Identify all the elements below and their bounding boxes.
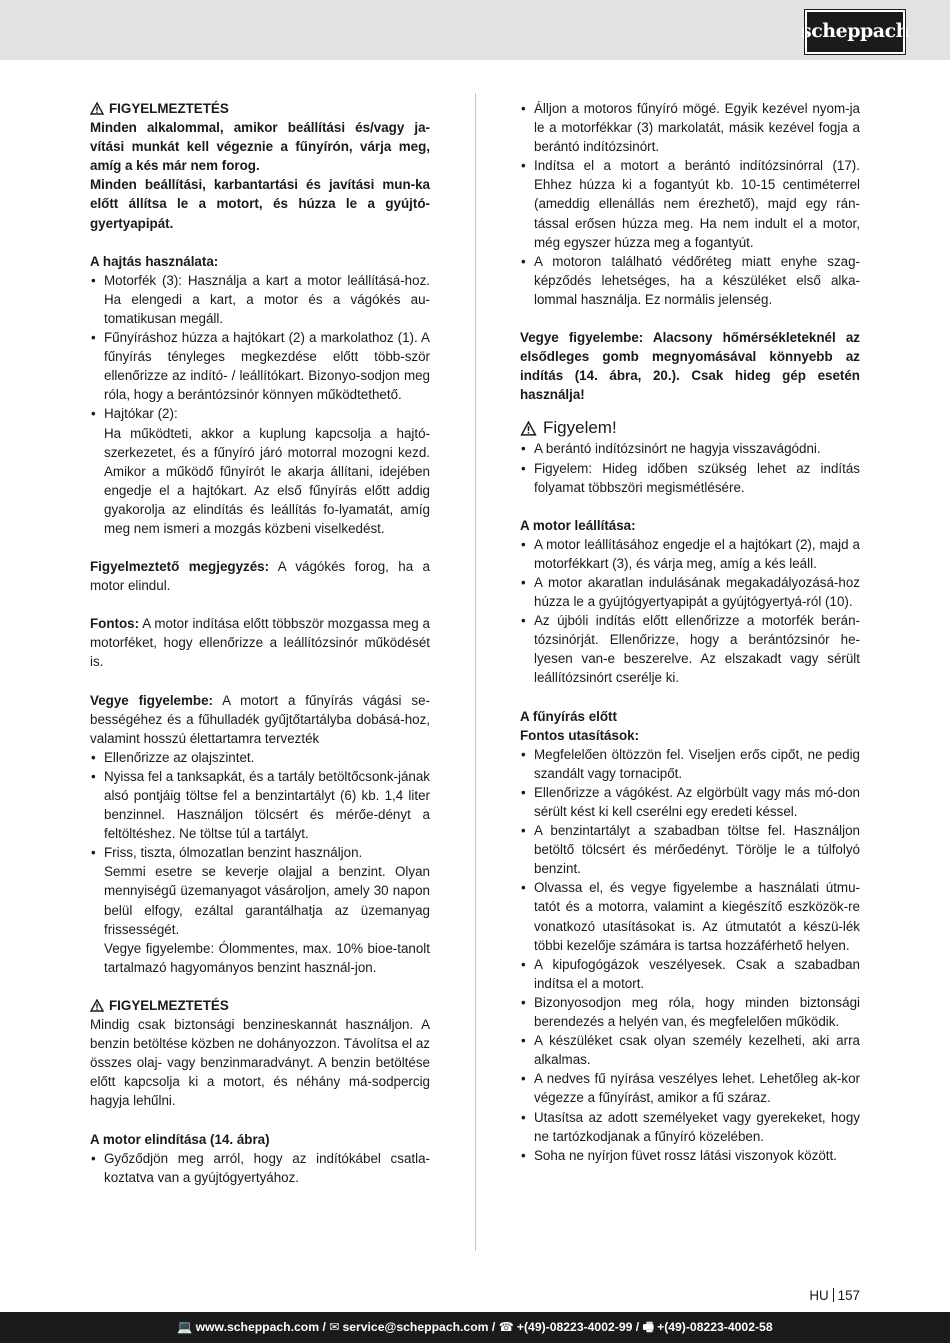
footer-web[interactable]: www.scheppach.com [195,1320,320,1334]
page-number-value: 157 [837,1288,860,1303]
list-item [90,843,430,977]
header-bar [0,0,950,60]
list-item: • A motor akaratlan indulásának megakadályozásá-hoz húzza le a gyújtógyertyapipát a gyújtógyertyá-ról (10). [520,573,860,611]
page-number [809,1286,860,1305]
consider-text: A motort a fűnyírás vágási se-bességéhez és a fűhulladék gyűjtőtartályba dobásá-hoz, valamint hosszú élettartamra tervezték [90,692,430,746]
attention-title: Figyelem! [543,418,617,438]
start-list [90,1149,430,1187]
footer-email[interactable]: service@scheppach.com [342,1320,489,1334]
list-item-label: Hajtókar (2): [104,406,178,422]
consider-label: Vegye figyelembe: [90,692,213,708]
list-item: • Megfelelően öltözzön fel. Viseljen erős cipőt, ne pedig szandált vagy tornacipőt. [520,745,860,783]
list-item: • A készüléket csak olyan személy kezelheti, aki arra alkalmas. [520,1031,860,1069]
list-item [90,404,430,538]
cold-start-note: Vegye figyelembe: Alacsony hőmérsékleteknél az elsődleges gomb megnyomásával könnyebb az indítás (14. ábra, 20.). Csak hideg gép esetén használja! [520,330,860,403]
list-item-detail: Semmi esetre se keverje olajjal a benzint. Olyan mennyiségű üzemanyagot vásároljon, amely 30 napon belül elfogy, ezáltal garantálhatja az üzemanyag frissességét. [104,864,430,937]
list-item: • A nedves fű nyírása veszélyes lehet. Lehetőleg ak-kor végezze a fűnyírást, amikor a fű száraz. [520,1069,860,1107]
column-divider [475,93,476,1251]
warning-heading-1 [90,99,430,118]
list-item: • Nyissa fel a tanksapkát, és a tartály betöltőcsonk-jának alsó pontjáig töltse fel a benzintartályt (6) kb. 1,4 liter benzinnel. Használjon tölcsért és mérőe-dényt a feltöltéshez. Ne töltse túl a tartályt. [90,767,430,843]
footer-fax: +(49)-08223-4002-58 [657,1320,773,1334]
list-item: • A motoron található védőréteg miatt enyhe szag-képződés lehetséges, ha a készüléket első alka-lommal használja. Ez normális jelenség. [520,252,860,309]
start-list-continued [520,99,860,309]
attention-heading [520,417,860,439]
list-item: • Indítsa el a motort a berántó indítózsinórral (17). Ehhez húzza ki a fogantyút kb. 10-15 centiméterrel (ameddig ellenállás nem érezhető), majd egy rán-tással erősen húzza meg. Ha nem indult el a motor, még egyszer húzza meg a fogantyút. [520,156,860,251]
list-item-label: Friss, tiszta, ólmozatlan benzint használjon. [104,845,363,861]
section-title-stop: A motor leállítása: [520,517,636,533]
list-item: • Az újbóli indítás előtt ellenőrizze a motorfék berán-tózsinórját. Ellenőrizze, hogy a berántózsinór he-lyesen van-e beszerelve. Az elszakadt vagy sérült leállítózsinórt cserélje ki. [520,611,860,687]
right-column [520,99,860,1165]
list-item: • A berántó indítózsinórt ne hagyja visszavágódni. [520,439,860,458]
fax-icon: 🖷 [642,1320,655,1334]
warning-text: Minden beállítási, karbantartási és javítási mun-ka előtt állítsa le a motort, és húzza le a gyújtó-gyertyapipát. [90,177,430,231]
note-label: Figyelmeztető megjegyzés: [90,559,270,575]
email-icon: ✉ [329,1320,340,1334]
list-item: • A motor leállításához engedje el a hajtókart (2), majd a motorfékkart (3), és várja meg, amíg a kés leáll. [520,535,860,573]
page-language: HU [809,1288,829,1303]
list-item: • Bizonyosodjon meg róla, hogy minden biztonsági berendezés a helyén van, és megfelelően működik. [520,993,860,1031]
warning-title: FIGYELMEZTETÉS [109,101,229,116]
important-text: A motor indítása előtt többször mozgassa meg a motorféket, hogy ellenőrizze a leállítózsinór működését is. [90,616,430,670]
fuel-list [90,748,430,977]
scheppach-logo: scheppach [805,10,905,54]
footer-phone: +(49)-08223-4002-99 [516,1320,633,1334]
computer-icon: 💻 [177,1320,193,1334]
warning-triangle-icon [90,102,104,115]
left-column [90,99,430,1187]
note-text: A vágókés forog, ha a motor elindul. [90,559,431,594]
section-title-before: A fűnyírás előtt [520,708,617,724]
warning-triangle-icon [90,999,104,1012]
list-item: • Motorfék (3): Használja a kart a motor leállításá-hoz. Ha elengedi a kart, a motor és a vágókés au-tomatikusan megáll. [90,271,430,328]
footer-bar: 💻 www.scheppach.com / ✉ service@scheppach.com / ☎ +(49)-08223-4002-99 / 🖷 +(49)-08223-4002-58 [0,1312,950,1343]
list-item: • A benzintartályt a szabadban töltse fel. Használjon betöltő tölcsért és mérőedényt. Törölje le a túlfolyó benzint. [520,821,860,878]
consider-paragraph [90,691,430,748]
warning-title: FIGYELMEZTETÉS [109,997,229,1013]
list-item: • Fűnyíráshoz húzza a hajtókart (2) a markolathoz (1). A fűnyírás tényleges megkezdése előtt több-ször ellenőrizze az indító- / leállítókart. Bizonyo-sodjon meg róla, hogy a berántózsinór könnyen működtethető. [90,328,430,404]
phone-icon: ☎ [498,1320,514,1334]
warning-text: Minden alkalommal, amikor beállítási és/vagy ja-vítási munkát kell végeznie a fűnyírón, várja meg, amíg a kés már nem forog. [90,120,430,174]
stop-list [520,535,860,688]
list-item: • Ellenőrizze az olajszintet. [90,748,430,767]
warning-text: Mindig csak biztonsági benzineskannát használjon. A benzin betöltése közben ne dohányozzon. Távolítsa el az összes olaj- vagy benzinmaradványt. A benzin betöltése előtt kapcsolja ki a motort, és néhány má-sodpercig hagyja lehűlni. [90,1017,430,1109]
warning-triangle-icon [520,421,537,436]
before-list [520,745,860,1165]
section-title-drive: A hajtás használata: [90,253,219,269]
list-item: • Soha ne nyírjon füvet rossz látási viszonyok között. [520,1146,860,1165]
list-item-detail: Vegye figyelembe: Ólommentes, max. 10% bioe-tanolt tartalmazó hagyományos benzint használ-jon. [104,940,430,975]
note-paragraph [90,557,430,595]
list-item: • Ellenőrizze a vágókést. Az elgörbült vagy más mó-don sérült kést ki kell cserélni egy eredeti késsel. [520,783,860,821]
important-label: Fontos: [90,616,140,632]
attention-list [520,439,860,496]
section-title-start: A motor elindítása (14. ábra) [90,1131,270,1147]
list-item: • Utasítsa az adott személyeket vagy gyerekeket, hogy ne tartózkodjanak a fűnyíró közelében. [520,1108,860,1146]
list-item: • Álljon a motoros fűnyíró mögé. Egyik kezével nyom-ja le a motorfékkar (3) markolatát, másik kezével fogja a berántó indítózsinórt. [520,99,860,156]
section-subtitle: Fontos utasítások: [520,727,640,743]
list-item: • A kipufogógázok veszélyesek. Csak a szabadban indítsa el a motort. [520,955,860,993]
warning-heading-2 [90,996,430,1015]
drive-list [90,271,430,538]
list-item: • Figyelem: Hideg időben szükség lehet az indítás folyamat többszöri megismétlésére. [520,459,860,497]
list-item: • Győződjön meg arról, hogy az indítókábel csatla-koztatva van a gyújtógyertyához. [90,1149,430,1187]
list-item: • Olvassa el, és vegye figyelembe a használati útmu-tatót és a motorra, valamint a kiegészítő eszközök-re vonatkozó utasításokat is. Az útmutatót a készü-lék többi kezelője számára is tartsa hozzáférhető helyen. [520,878,860,954]
list-item-detail: Ha működteti, akkor a kuplung kapcsolja a hajtó-szerkezetet, és a fűnyíró járó motorral mozogni kezd. Amikor a működő fűnyírót le akarja állítani, idejében engedje el a hajtókart. Az első fűnyírás előtt addig gyakorolja az elindítás és leállítás fo-lyamatát, amíg meg nem ismeri a mozgás közbeni viselkedést. [104,425,430,536]
important-paragraph [90,614,430,671]
